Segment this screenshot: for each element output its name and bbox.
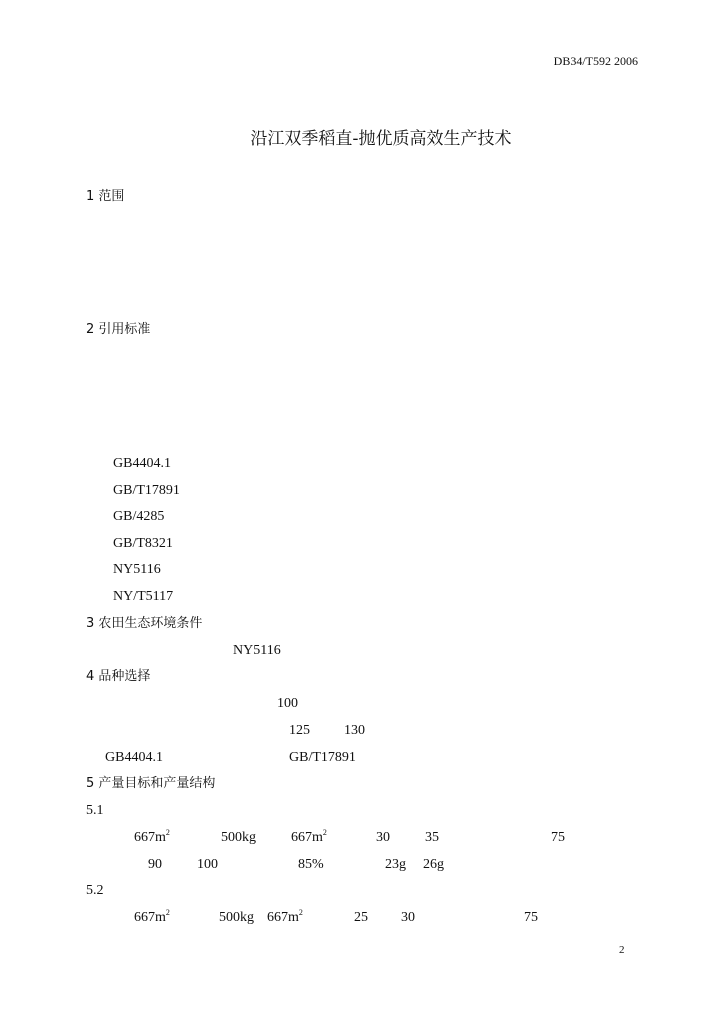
subsection-number: 5.1 <box>86 803 104 818</box>
area-value: $667m^2$ <box>267 908 303 925</box>
section-heading-scope: 1 范围 <box>86 189 125 204</box>
reference-standard: NY5116 <box>113 562 161 577</box>
area-value: $667m^2$ <box>291 828 327 845</box>
grain-weight-value: 23g <box>385 857 406 872</box>
document-title: 沿江双季稻直-抛优质高效生产技术 <box>250 129 512 149</box>
yield-structure-value: 75 <box>524 910 538 925</box>
yield-value: 500kg <box>219 910 254 925</box>
yield-value: 500kg <box>221 830 256 845</box>
variety-standard: GB4404.1 <box>105 750 163 765</box>
environment-standard: NY5116 <box>233 643 281 658</box>
yield-structure-value: 90 <box>148 857 162 872</box>
yield-structure-value: 25 <box>354 910 368 925</box>
reference-standard: GB/4285 <box>113 509 165 524</box>
variety-value: 125 <box>289 723 310 738</box>
page-number: 2 <box>619 944 625 956</box>
section-heading-yield: 5 产量目标和产量结构 <box>86 776 216 791</box>
reference-standard: GB/T8321 <box>113 536 173 551</box>
grain-weight-value: 26g <box>423 857 444 872</box>
yield-structure-value: 100 <box>197 857 218 872</box>
area-value: $667m^2$ <box>134 828 170 845</box>
variety-value: 100 <box>277 696 298 711</box>
reference-standard: GB4404.1 <box>113 456 171 471</box>
subsection-number: 5.2 <box>86 883 104 898</box>
document-code: DB34/T592 2006 <box>553 54 638 68</box>
section-heading-variety: 4 品种选择 <box>86 669 151 684</box>
variety-standard: GB/T17891 <box>289 750 356 765</box>
reference-standard: GB/T17891 <box>113 483 180 498</box>
area-value: $667m^2$ <box>134 908 170 925</box>
yield-structure-value: 85% <box>298 857 324 872</box>
yield-structure-value: 30 <box>401 910 415 925</box>
yield-structure-value: 35 <box>425 830 439 845</box>
variety-value: 130 <box>344 723 365 738</box>
section-heading-environment: 3 农田生态环境条件 <box>86 616 203 631</box>
yield-structure-value: 75 <box>551 830 565 845</box>
section-heading-references: 2 引用标准 <box>86 322 151 337</box>
reference-standard: NY/T5117 <box>113 589 174 604</box>
yield-structure-value: 30 <box>376 830 390 845</box>
